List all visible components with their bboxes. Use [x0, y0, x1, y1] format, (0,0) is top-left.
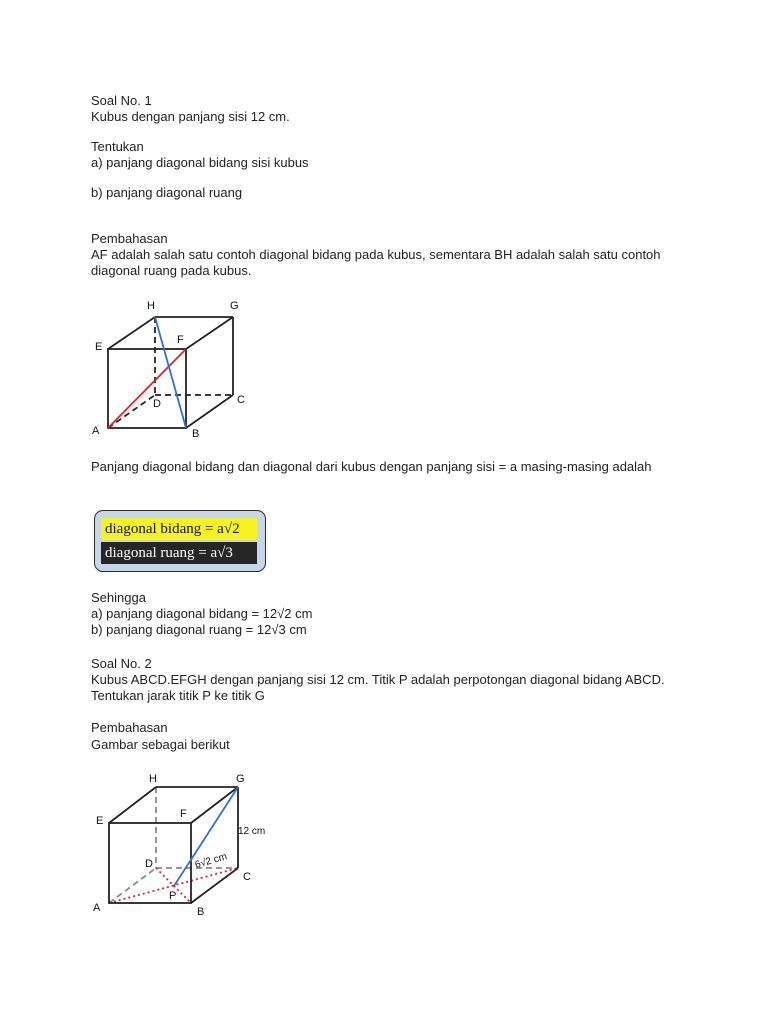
label-d: D [145, 858, 153, 870]
edge-eh [109, 787, 156, 823]
solution-2-heading: Pembahasan [91, 720, 168, 735]
hidden-edge-ad [108, 395, 155, 428]
label-f: F [180, 808, 187, 820]
label-p: P [169, 890, 177, 902]
formula-face-diagonal: diagonal bidang = a√2 [101, 518, 257, 540]
edge-bc [191, 868, 238, 903]
half-diagonal-label: 6√2 cm [193, 851, 229, 871]
segment-pg [174, 787, 238, 886]
edge-fg [186, 317, 233, 349]
label-a: A [92, 425, 100, 437]
label-h: H [147, 300, 155, 312]
label-b: B [192, 428, 200, 440]
formula-box [94, 510, 266, 572]
task-b: b) panjang diagonal ruang [91, 185, 243, 200]
label-c: C [243, 871, 251, 883]
formula-intro: Panjang diagonal bidang dan diagonal dari kubus dengan panjang sisi = a masing-masing adalah [91, 459, 652, 474]
label-a: A [93, 902, 101, 914]
hidden-edge-ad [109, 868, 156, 903]
label-g: G [236, 773, 245, 785]
solution-1-text: AF adalah salah satu contoh diagonal bidang pada kubus, sementara BH adalah salah satu contoh diagonal ruang pada kubus. [91, 247, 661, 278]
task-intro: Tentukan [91, 139, 144, 154]
result-a: a) panjang diagonal bidang = 12√2 cm [91, 606, 313, 621]
label-f: F [177, 334, 184, 346]
cube-figure-1 [80, 292, 260, 442]
label-c: C [237, 394, 245, 406]
problem-1-title: Soal No. 1 [91, 93, 152, 108]
problem-2-statement: Kubus ABCD.EFGH dengan panjang sisi 12 cm. Titik P adalah perpotongan diagonal bidang ABCD. Tentukan jarak titik P ke titik G [91, 672, 665, 703]
label-d: D [153, 398, 161, 410]
cube-figure-2 [80, 765, 300, 925]
label-b: B [197, 906, 205, 918]
solution-2-text: Gambar sebagai berikut [91, 737, 230, 752]
label-g: G [230, 300, 239, 312]
label-e: E [96, 815, 104, 827]
edge-bc [186, 395, 233, 428]
solution-1-heading: Pembahasan [91, 231, 168, 246]
edge-fg [191, 787, 238, 823]
result-b: b) panjang diagonal ruang = 12√3 cm [91, 622, 307, 637]
edge-eh [108, 317, 155, 349]
formula-space-diagonal: diagonal ruang = a√3 [101, 542, 257, 564]
problem-1-statement: Kubus dengan panjang sisi 12 cm. [91, 109, 290, 124]
result-heading: Sehingga [91, 590, 146, 605]
edge-length-label: 12 cm [238, 826, 266, 837]
problem-2-title: Soal No. 2 [91, 656, 152, 671]
label-e: E [95, 341, 103, 353]
task-a: a) panjang diagonal bidang sisi kubus [91, 155, 309, 170]
label-h: H [149, 773, 157, 785]
